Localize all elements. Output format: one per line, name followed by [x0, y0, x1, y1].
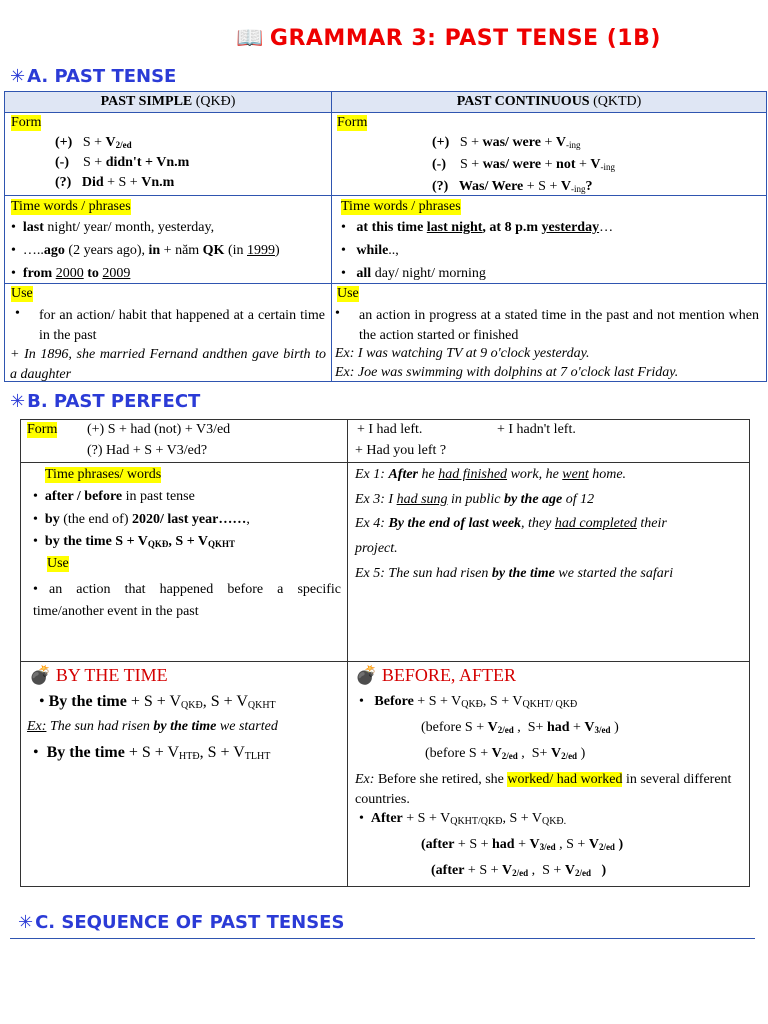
ps-use-text: • for an action/ habit that happened at a certain time in the past — [15, 306, 325, 343]
star-icon: ✳ — [10, 66, 26, 87]
page-title: 📖 GRAMMAR 3: PAST TENSE (1B) — [236, 26, 661, 51]
after-formula-1: • After + $S + V_{QKHT/QKĐ}$, $S + V_{QKĐ.}$ — [359, 811, 567, 827]
pc-time-1: • at this time last night, at 8 p.m yesterday… — [341, 220, 614, 235]
pp-example-5: Ex 5: The sun had risen by the time we started the safari — [355, 566, 674, 581]
pp-time-label: Time phrases/ words — [45, 467, 162, 482]
row-divider — [21, 661, 749, 662]
time-label: Time words / phrases — [11, 199, 131, 214]
by-the-time-formula-2: • By the time + $S + V_{HTĐ}$, $S + V_{TLHT}$ — [33, 744, 271, 762]
ps-form-plus: (+) $S + V_{2/ed}$ — [55, 135, 132, 150]
ps-use-cell — [5, 284, 332, 382]
by-the-time-heading: 💣 BY THE TIME — [29, 665, 168, 685]
ps-time-cell — [5, 196, 332, 284]
pp-ex-question: + Had you left ? — [355, 443, 447, 458]
pc-form-plus: (+) S + was/ were + $V_{-ing}$ — [432, 135, 581, 150]
pp-example-4-cont: project. — [355, 541, 398, 556]
before-formula-1: • Before + $S + V_{QKĐ}$, $S + V_{QKHT/ QKĐ}$ — [359, 694, 578, 710]
section-c-rule — [10, 938, 755, 939]
pc-form-cell — [332, 113, 767, 196]
pp-time-3: • by the time $S + V_{QKĐ}$, $S + V_{QKHT}$ — [33, 534, 236, 549]
pc-example-2: Ex: Joe was swimming with dolphins at 7 o'clock last Friday. — [335, 365, 679, 380]
pc-example-1: Ex: I was watching TV at 9 o'clock yesterday. — [335, 346, 590, 361]
head-past-continuous: PAST CONTINUOUS (QKTD) — [332, 92, 767, 113]
pp-example-4: Ex 4: By the end of last week, they had completed their — [355, 516, 667, 531]
before-after-example: Ex: Before she retired, she worked/ had worked in several different countries. — [355, 772, 732, 807]
before-formula-3: (before $S + V_{2/ed}$ , $S+ V_{2/ed}$ ) — [425, 746, 586, 761]
pp-form-positive: (+) S + had (not) + V3/ed — [87, 422, 231, 437]
before-formula-2: (before $S + V_{2/ed}$ , S+ had + $V_{3/ed}$ ) — [421, 720, 619, 735]
pc-form-question: (?) Was/ Were + $S + V_{-ing}$? — [432, 179, 593, 194]
row-divider — [21, 462, 749, 463]
time-label: Time words / phrases — [341, 199, 461, 214]
bomb-icon: 💣 — [29, 665, 52, 685]
pc-time-cell — [332, 196, 767, 284]
by-the-time-formula-1: • By the time + $S + V_{QKĐ}$, $S + V_{QKHT}$ — [39, 693, 276, 711]
by-the-time-example: Ex: The sun had risen by the time we started — [27, 719, 278, 734]
ps-time-2: • …..ago (2 years ago), in + năm QK (in 1999) — [11, 243, 280, 258]
ps-form-question: (?) Did + S + Vn.m — [55, 175, 175, 190]
table-past-perfect — [20, 419, 750, 887]
after-formula-2: (after + S + had + $V_{3/ed}$ , $S + V_{2/ed}$ ) — [421, 837, 624, 852]
star-icon: ✳ — [18, 912, 34, 933]
pp-use-text: • an action that happened before a specific time/another event in the past — [33, 582, 341, 619]
pc-time-2: • while.., — [341, 243, 399, 258]
pc-form-minus: (-) S + was/ were + not + $V_{-ing}$ — [432, 157, 616, 172]
head-past-simple: PAST SIMPLE (QKĐ) — [5, 92, 332, 113]
section-a-heading: ✳ A. PAST TENSE — [10, 66, 177, 87]
section-c-heading: ✳ C. SEQUENCE OF PAST TENSES — [18, 912, 345, 933]
star-icon: ✳ — [10, 391, 26, 412]
ps-time-3: • from 2000 to 2009 — [11, 266, 131, 281]
after-formula-3: (after + $S + V_{2/ed}$ , $S + V_{2/ed}$ ) — [431, 863, 607, 878]
pp-form-question: (?) Had + S + V3/ed? — [87, 443, 208, 458]
table-past-tense — [4, 91, 767, 382]
ps-time-1: • last night/ year/ month, yesterday, — [11, 220, 215, 235]
use-label: Use — [11, 286, 33, 301]
bomb-icon: 💣 — [355, 665, 378, 685]
column-divider — [347, 420, 348, 886]
pc-use-text: • an action in progress at a stated time in the past and not mention when the action started or finished — [335, 306, 759, 343]
form-label: Form — [337, 115, 368, 130]
pp-use-label: Use — [47, 556, 69, 571]
pp-form-label: Form — [27, 422, 58, 437]
pp-time-1: • after / before in past tense — [33, 489, 195, 504]
pp-ex-positive: + I had left. — [357, 422, 423, 437]
use-label: Use — [337, 286, 359, 301]
pp-example-3: Ex 3: I had sung in public by the age of 12 — [355, 492, 595, 507]
pc-use-cell — [332, 284, 767, 382]
ps-form-cell — [5, 113, 332, 196]
before-after-heading: 💣 BEFORE, AFTER — [355, 665, 516, 685]
pp-ex-negative: + I hadn't left. — [497, 422, 576, 437]
pc-time-3: • all day/ night/ morning — [341, 266, 486, 281]
book-icon: 📖 — [236, 26, 264, 51]
pp-time-2: • by (the end of) 2020/ last year……, — [33, 512, 250, 527]
pp-example-1: Ex 1: After he had finished work, he went home. — [355, 467, 627, 482]
section-b-heading: ✳ B. PAST PERFECT — [10, 391, 201, 412]
ps-form-minus: (-) S + didn't + Vn.m — [55, 155, 190, 170]
form-label: Form — [11, 115, 42, 130]
ps-example: + In 1896, she married Fernand andthen gave birth to a daughter — [10, 347, 326, 382]
